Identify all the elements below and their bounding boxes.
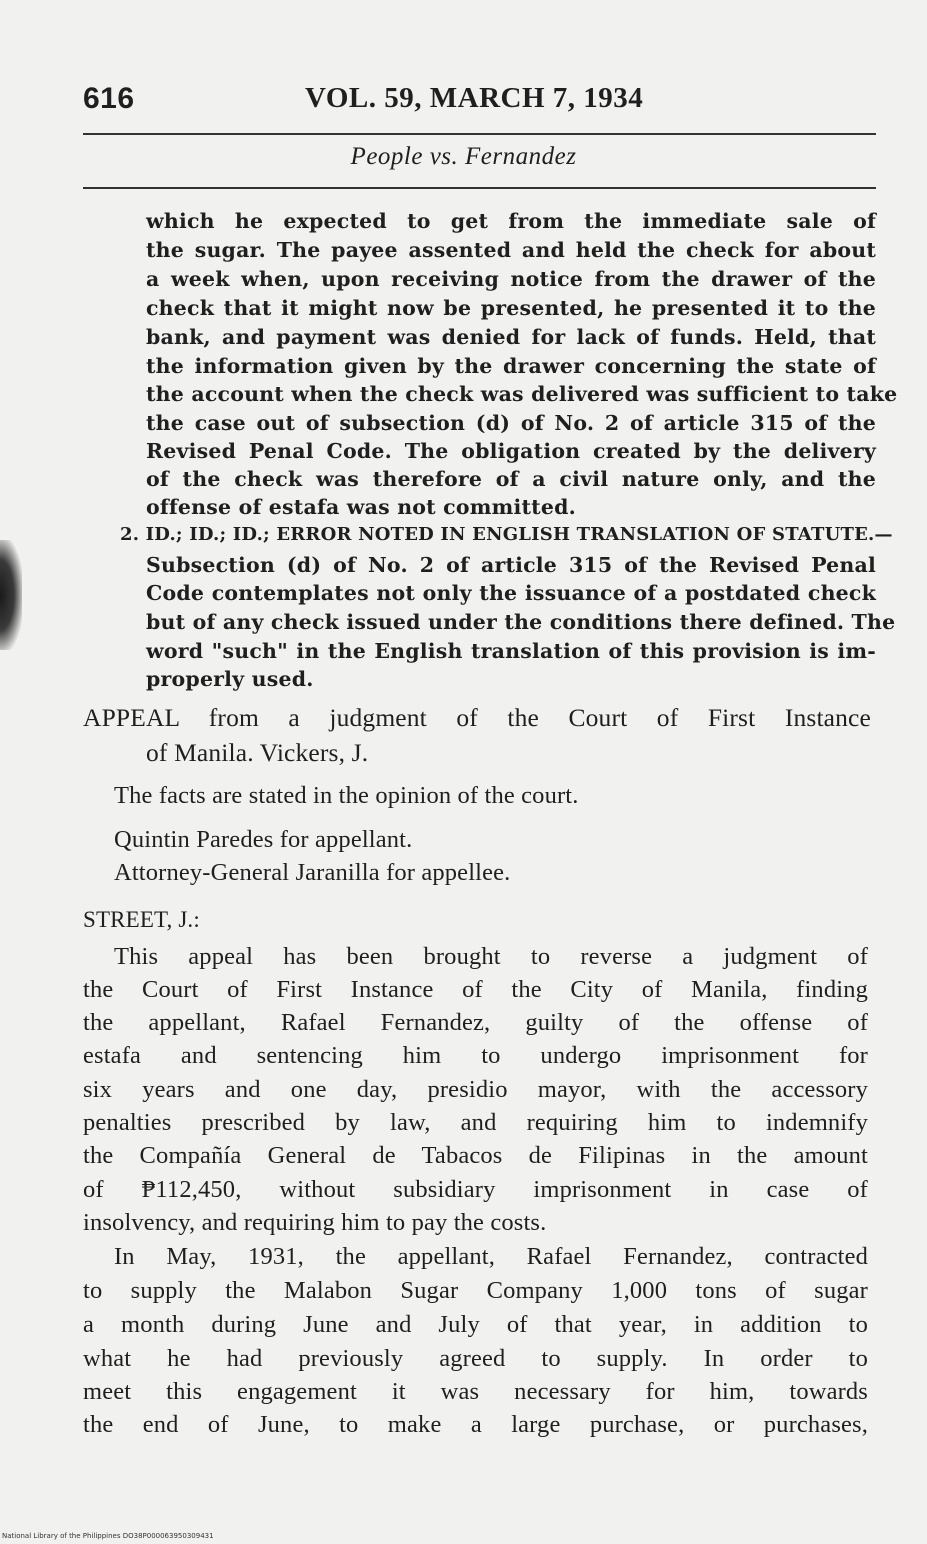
opinion-line: meet this engagement it was necessary for him, towards [83, 1378, 868, 1405]
opinion-line: In May, 1931, the appellant, Rafael Fernandez, contracted [114, 1243, 868, 1270]
appeal-line: of Manila. Vickers, J. [146, 738, 369, 767]
syllabus-line: offense of estafa was not committed. [146, 495, 576, 519]
syllabus-line: a week when, upon receiving notice from the drawer of the [146, 267, 876, 291]
opinion-line: the appellant, Rafael Fernandez, guilty of the offense of [83, 1009, 868, 1036]
syllabus-line: bank, and payment was denied for lack of funds. Held, that [146, 325, 876, 349]
page-edge-shadow [0, 540, 22, 650]
counsel-appellant: Quintin Paredes for appellant. [114, 826, 413, 853]
page-number: 616 [83, 82, 135, 115]
syllabus-line: the case out of subsection (d) of No. 2 of article 315 of the [146, 411, 876, 435]
syllabus-line: the information given by the drawer concerning the state of [146, 354, 876, 378]
syllabus-line: Revised Penal Code. The obligation created by the delivery [146, 439, 876, 463]
opinion-line: the Compañía General de Tabacos de Filipinas in the amount [83, 1142, 868, 1169]
facts-statement: The facts are stated in the opinion of the court. [114, 782, 579, 809]
syllabus-line: Code contemplates not only the issuance of a postdated check [146, 581, 876, 605]
opinion-line: of ₱112,450, without subsidiary imprisonment in case of [83, 1176, 868, 1203]
syllabus-line: but of any check issued under the conditions there defined. The [146, 610, 896, 634]
syllabus-line: check that it might now be presented, he presented it to the [146, 296, 876, 320]
page-header [83, 82, 876, 126]
opinion-line: the end of June, to make a large purchase, or purchases, [83, 1411, 868, 1438]
opinion-line: a month during June and July of that year, in addition to [83, 1311, 868, 1338]
opinion-line: estafa and sentencing him to undergo imprisonment for [83, 1042, 868, 1069]
footer-note: National Library of the Philippines DO38P000063950309431 [2, 1532, 214, 1540]
opinion-line: insolvency, and requiring him to pay the costs. [83, 1209, 547, 1236]
syllabus-line: which he expected to get from the immediate sale of [146, 209, 876, 233]
case-title: People vs. Fernandez [350, 143, 577, 170]
header-rule-bottom [83, 187, 876, 189]
syllabus-line: Subsection (d) of No. 2 of article 315 of the Revised Penal [146, 553, 876, 577]
volume-line: VOL. 59, MARCH 7, 1934 [305, 82, 644, 114]
syllabus-line: word "such" in the English translation of this provision is im- [146, 639, 876, 663]
opinion-line: six years and one day, presidio mayor, with the accessory [83, 1076, 868, 1103]
appeal-line: APPEAL from a judgment of the Court of First Instance [83, 703, 871, 732]
opinion-line: the Court of First Instance of the City of Manila, finding [83, 976, 868, 1003]
opinion-line: penalties prescribed by law, and requiring him to indemnify [83, 1109, 868, 1136]
syllabus-line: the sugar. The payee assented and held the check for about [146, 238, 876, 262]
opinion-line: to supply the Malabon Sugar Company 1,000 tons of sugar [83, 1277, 868, 1304]
syllabus-line: properly used. [146, 667, 314, 691]
opinion-line: what he had previously agreed to supply. In order to [83, 1345, 868, 1372]
opinion-author: STREET, J.: [83, 907, 200, 932]
counsel-appellee: Attorney-General Jaranilla for appellee. [114, 859, 511, 886]
opinion-line: This appeal has been brought to reverse a judgment of [114, 943, 868, 970]
syllabus-line: of the check was therefore of a civil nature only, and the [146, 467, 876, 491]
syllabus-heading: 2. ID.; ID.; ID.; ERROR NOTED IN ENGLISH TRANSLATION OF STATUTE.— [120, 524, 893, 545]
header-rule-top [83, 133, 876, 135]
syllabus-line: the account when the check was delivered was sufficient to take [146, 382, 898, 406]
